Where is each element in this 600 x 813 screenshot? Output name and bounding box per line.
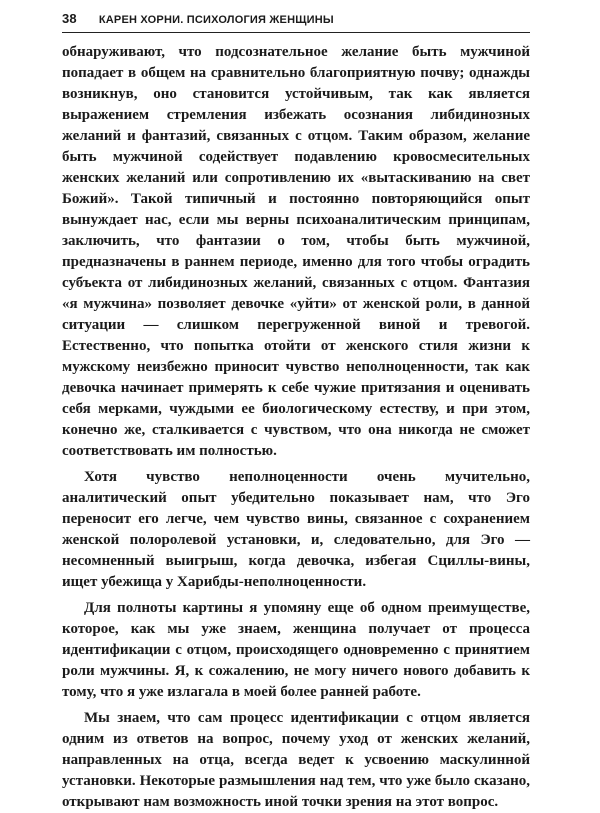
running-title: КАРЕН ХОРНИ. ПСИХОЛОГИЯ ЖЕНЩИНЫ xyxy=(98,14,334,26)
paragraph: обнаруживают, что подсознательное желание быть мужчиной попадает в общем на сравнительно благоприятную почву; однажды возникнув, оно становится устойчивым, так как является выражением стремления избежать осознания либидинозных желаний и фантазий, связанных с отцом. Таким образом, желание быть мужчиной содействует подавлению кровосмесительных женских желаний или сопротивлению их «вытаскиванию на свет Божий». Такой типичный и постоянно повторяющийся опыт вынуждает нас, если мы верны психоаналитическим принципам, заключить, что фантазии о том, чтобы быть мужчиной, предназначены в раннем периоде, именно для того чтобы оградить субъекта от либидинозных желаний, связанных с отцом. Фантазия «я мужчина» позволяет девочке «уйти» от женской роли, в данной ситуации — слишком перегруженной виной и тревогой. Естественно, что попытка отойти от женского стиля жизни к мужскому неизбежно приносит чувство неполноценности, так как девочка начинает примерять к себе чужие притязания и оценивать себя мерками, чуждыми ее биологическому естеству, и при этом, конечно же, сталкивается с чувством, что она никогда не сможет соответствовать им полностью. xyxy=(62,44,530,459)
paragraph: Хотя чувство неполноценности очень мучительно, аналитический опыт убедительно показывает нам, что Эго переносит его легче, чем чувство вины, связанное с сохранением женской полоролевой установки, и, следовательно, для Эго — несомненный выигрыш, когда девочка, избегая Сциллы-вины, ищет убежища у Харибды-неполноценности. xyxy=(62,469,530,590)
paragraph: Мы знаем, что сам процесс идентификации с отцом является одним из ответов на вопрос, почему уход от женских желаний, направленных на отца, всегда ведет к усвоению маскулинной установки. Некоторые размышления над тем, что уже было сказано, открывают нам возможность иной точки зрения на этот вопрос. xyxy=(62,710,530,810)
page-number: 38 xyxy=(62,11,77,26)
paragraph: Для полноты картины я упомяну еще об одном преимуществе, которое, как мы уже знаем, женщина получает от процесса идентификации с отцом, происходящего одновременно с принятием роли мужчины. Я, к сожалению, не могу ничего нового добавить к тому, что я уже излагала в моей более ранней работе. xyxy=(62,600,530,700)
running-header xyxy=(62,12,530,33)
body-text xyxy=(62,42,530,813)
